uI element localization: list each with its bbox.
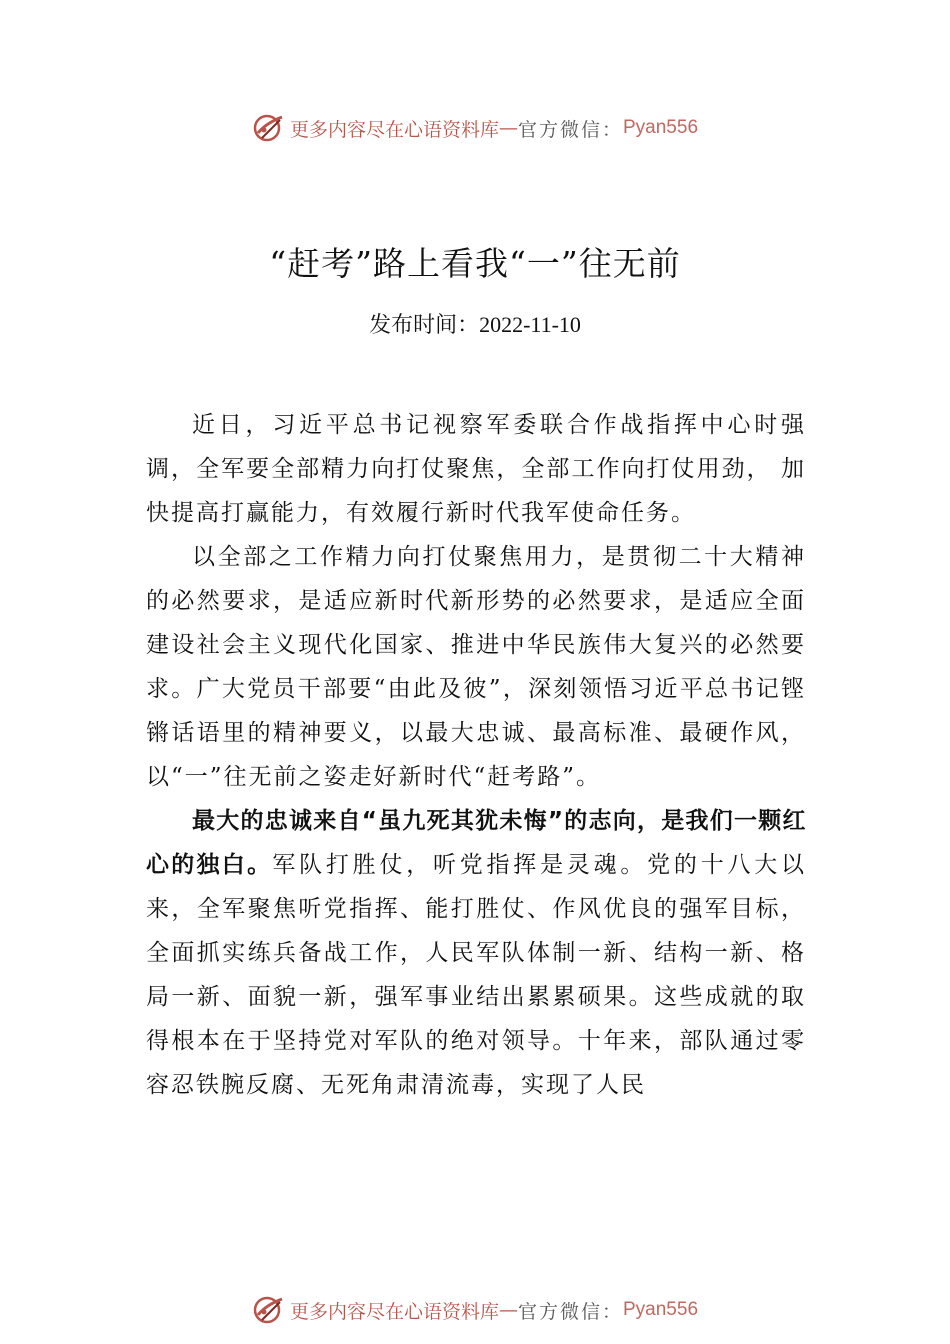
watermark-wechat-label: 官方微信： (517, 118, 623, 141)
article-body (146, 403, 806, 1107)
pen-logo-icon (252, 1293, 286, 1327)
watermark-site-text: 更多内容尽在心语资料库 (289, 1300, 499, 1323)
publish-date (0, 308, 950, 339)
paragraph-2: 以全部之工作精力向打仗聚焦用力，是贯彻二十大精神的必然要求，是适应新时代新形势的必然要求，是适应全面建设社会主义现代化国家、推进中华民族伟大复兴的必然要求。广大党员干部要“由此及彼”，深刻领悟习近平总书记铿锵话语里的精神要义，以最大忠诚、最高标准、最硬作风，以“一”往无前之姿走好新时代“赶考路”。 (146, 544, 806, 790)
paragraph-3 (146, 799, 806, 1107)
watermark-separator: — (498, 117, 518, 139)
watermark-wechat-id: Pyan556 (623, 1299, 699, 1320)
watermark-wechat-label: 官方微信： (517, 1300, 623, 1323)
watermark-wechat-id: Pyan556 (623, 117, 699, 138)
paragraph-3-text: 军队打胜仗，听党指挥是灵魂。党的十八大以来，全军聚焦听党指挥、能打胜仗、作风优良的强军目标，全面抓实练兵备战工作，人民军队体制一新、结构一新、格局一新、面貌一新，强军事业结出累累硕果。这些成就的取得根本在于坚持党对军队的绝对领导。十年来，部队通过零容忍铁腕反腐、无死角肃清流毒，实现了人民 (146, 852, 807, 1098)
article-title: “赶考”路上看我“一”往无前 (269, 244, 681, 283)
publish-date-value: 2022-11-10 (479, 312, 581, 337)
footer-watermark (0, 1290, 950, 1330)
watermark-separator: — (498, 1299, 518, 1321)
publish-date-label: 发布时间： (369, 313, 480, 338)
watermark-site-text: 更多内容尽在心语资料库 (289, 118, 499, 141)
pen-logo-icon (252, 111, 286, 145)
paragraph-1: 近日，习近平总书记视察军委联合作战指挥中心时强调，全军要全部精力向打仗聚焦，全部工作向打仗用劲， 加快提高打赢能力，有效履行新时代我军使命任务。 (146, 412, 806, 526)
header-watermark (0, 108, 950, 148)
paragraph-3-lead: 最大的忠诚来自“虽九死其犹未悔”的志向，是我们一颗红心的独白。 (146, 808, 806, 878)
